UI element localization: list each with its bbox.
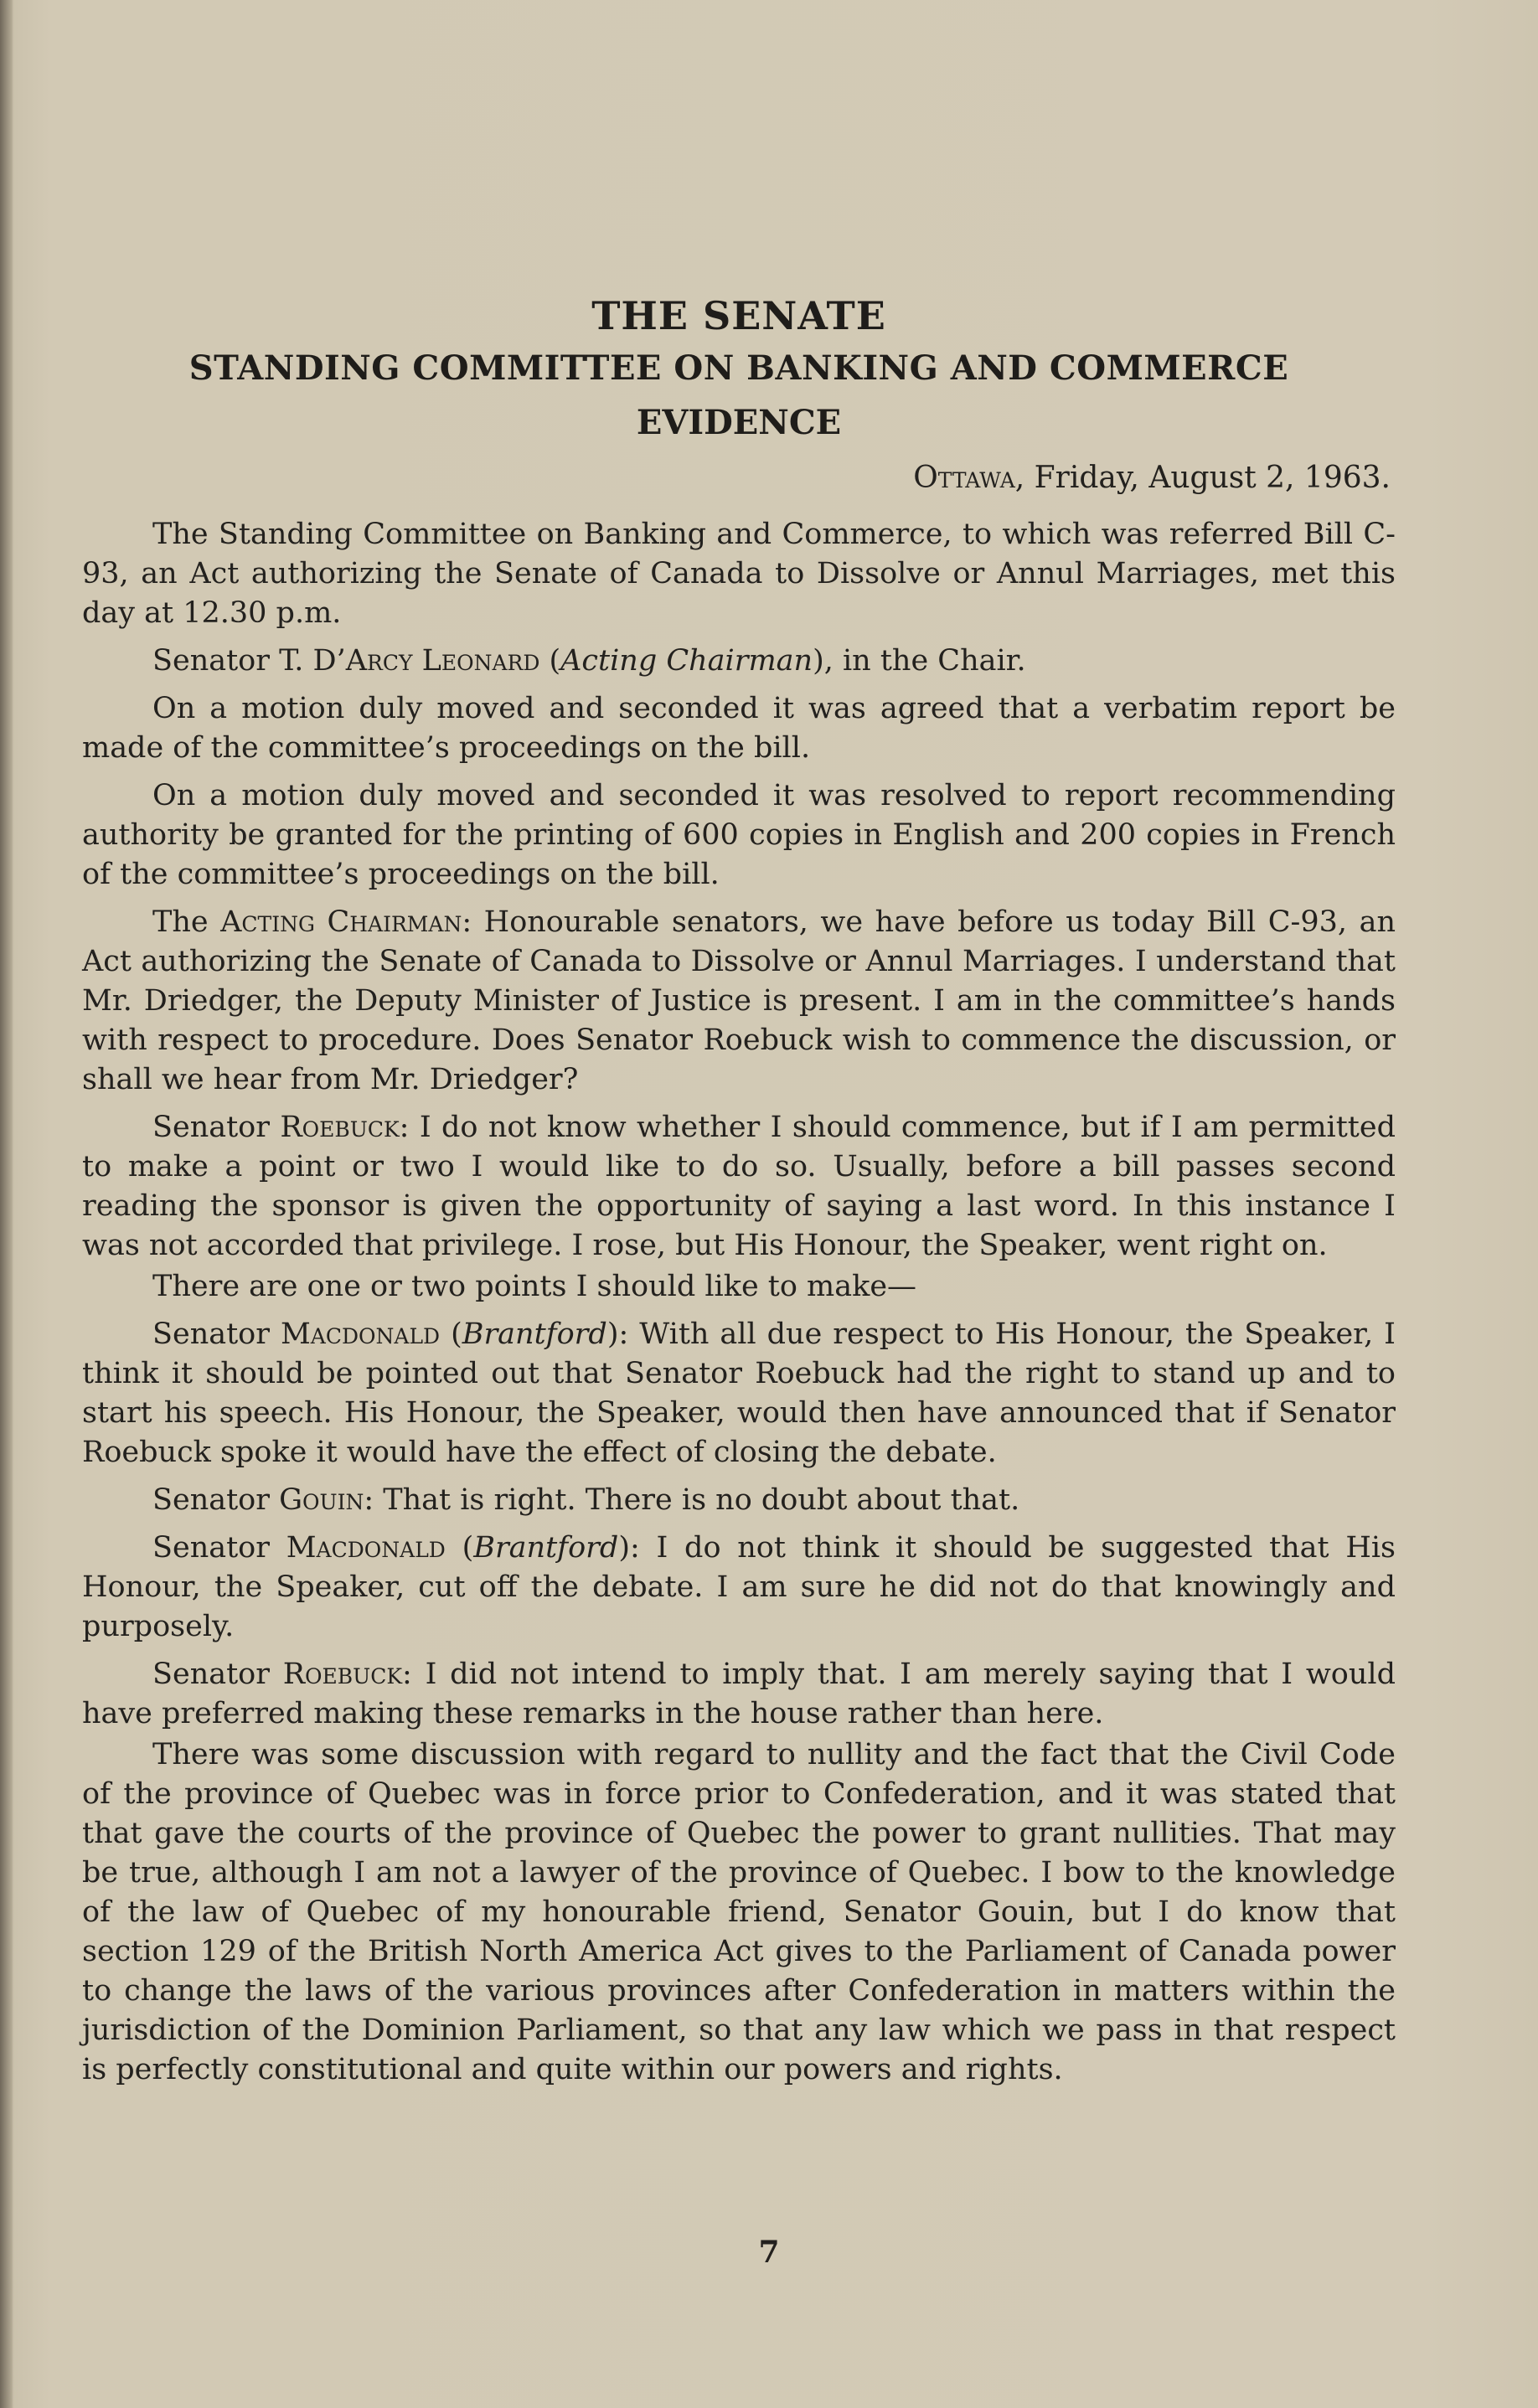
speaker-name: Macdonald [280, 1317, 441, 1351]
speaker-name: Macdonald [286, 1531, 446, 1565]
paragraph-text: There are one or two points I should like to make— [152, 1270, 917, 1303]
dateline [82, 461, 1396, 495]
speaker-name: Arcy Leonard [345, 644, 540, 678]
paragraph-mid: ( [445, 1531, 474, 1565]
page-number: 7 [758, 2235, 780, 2270]
paragraph-pre: Senator [152, 1531, 286, 1565]
paragraph-text: On a motion duly moved and seconded it was resolved to report recommending authority be granted for the printing of 600 copies in English and 200 copies in French of the committee’s proceedings on the bill. [82, 779, 1396, 891]
paragraph-pre: Senator [152, 1111, 281, 1144]
paragraph-text: On a motion duly moved and seconded it was agreed that a verbatim report be made of the committee’s proceedings on the bill. [82, 692, 1396, 765]
paragraph [82, 1529, 1396, 1647]
speaker-role: Acting Chairman [560, 644, 813, 678]
paragraph [82, 1655, 1396, 1734]
paragraph-text: ): I do not think it should be suggested that His Honour, the Speaker, cut off the debate. I am sure he did not do that knowingly and purposely. [82, 1531, 1396, 1643]
dateline-date: , Friday, August 2, 1963. [1014, 461, 1391, 495]
paragraph-text: : Honourable senators, we have before us today Bill C-93, an Act authorizing the Senate of Canada to Dissolve or Annul Marriages. I understand that Mr. Driedger, the Deputy Minister of Justice is present. I am in the committee’s hands with respect to procedure. Does Senator Roebuck wish to commence the discussion, or shall we hear from Mr. Driedger? [82, 905, 1396, 1096]
paragraph-mid: ( [440, 1317, 462, 1351]
committee-heading: STANDING COMMITTEE ON BANKING AND COMMERCE [188, 348, 1289, 388]
paragraph-pre: Senator T. D’ [152, 644, 346, 678]
paragraph-text: : I did not intend to imply that. I am merely saying that I would have preferred making these remarks in the house rather than here. [82, 1658, 1396, 1730]
paragraph [82, 776, 1396, 895]
document-title: THE SENATE [591, 293, 886, 338]
paragraph-text: : I do not know whether I should commence, but if I am permitted to make a point or two I would like to do so. Usually, before a bill passes second reading the sponsor is given the opportunity of saying a last word. In this instance I was not accorded that privilege. I rose, but His Honour, the Speaker, went right on. [82, 1111, 1396, 1262]
paragraph [82, 689, 1396, 768]
paragraph-pre: The [152, 905, 221, 939]
paragraph [82, 515, 1396, 633]
paragraph-text: : That is right. There is no doubt about that. [364, 1483, 1020, 1517]
paragraph-pre: Senator [152, 1483, 280, 1517]
paragraph-text: The Standing Committee on Banking and Commerce, to which was referred Bill C-93, an Act authorizing the Senate of Canada to Dissolve or Annul Marriages, met this day at 12.30 p.m. [82, 518, 1396, 630]
page-binding-edge [0, 0, 13, 2408]
speaker-name: Roebuck [282, 1658, 403, 1691]
paragraph [82, 1735, 1396, 2090]
speaker-role: Brantford [462, 1317, 607, 1351]
paragraph [82, 1267, 1396, 1307]
paragraph [82, 1315, 1396, 1472]
section-heading: EVIDENCE [636, 403, 842, 442]
speaker-name: Gouin [279, 1483, 364, 1517]
speaker-role: Brantford [473, 1531, 619, 1565]
paragraph [82, 642, 1396, 681]
paragraph-pre: Senator [152, 1317, 281, 1351]
paragraph-text: ), in the Chair. [813, 644, 1026, 678]
paragraph-pre: Senator [152, 1658, 283, 1691]
paragraph-text: ): With all due respect to His Honour, the Speaker, I think it should be pointed out that Senator Roebuck had the right to stand up and to start his speech. His Honour, the Speaker, would then have announced that if Senator Roebuck spoke it would have the effect of closing the debate. [82, 1317, 1396, 1469]
speaker-name: Roebuck [280, 1111, 400, 1144]
paragraph [82, 1108, 1396, 1266]
page-content [82, 293, 1396, 2098]
paragraph [82, 1481, 1396, 1520]
speaker-name: Acting Chairman [220, 905, 462, 939]
paragraph-mid: ( [539, 644, 561, 678]
paragraph [82, 903, 1396, 1100]
dateline-place: Ottawa [913, 461, 1015, 495]
paragraph-text: There was some discussion with regard to nullity and the fact that the Civil Code of the province of Quebec was in force prior to Confederation, and it was stated that that gave the courts of the province of Quebec the power to grant nullities. That may be true, although I am not a lawyer of the province of Quebec. I bow to the knowledge of the law of Quebec of my honourable friend, Senator Gouin, but I do know that section 129 of the British North America Act gives to the Parliament of Canada power to change the laws of the various provinces after Confederation in matters within the jurisdiction of the Dominion Parliament, so that any law which we pass in that respect is perfectly constitutional and quite within our powers and rights. [82, 1738, 1396, 2086]
